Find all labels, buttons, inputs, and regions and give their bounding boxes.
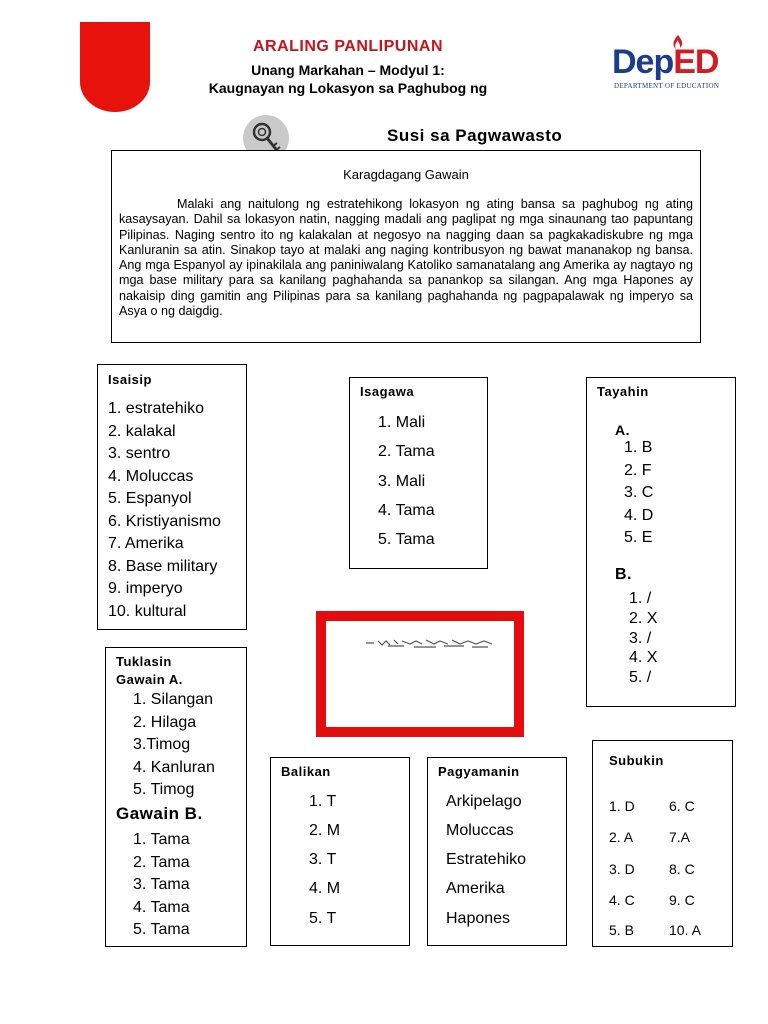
list-item: Moluccas [446, 822, 514, 839]
tayahin-title: Tayahin [597, 384, 649, 399]
red-frame-image [316, 611, 524, 737]
tuklasin-gawain-b: Gawain B. [116, 804, 203, 823]
list-item: Estratehiko [446, 851, 527, 868]
list-item: 8. Base military [108, 558, 218, 575]
blurred-text-mark [364, 635, 494, 649]
list-item: 5. E [624, 529, 653, 546]
list-item: Amerika [446, 880, 505, 897]
list-item: 5. Tama [378, 531, 435, 548]
list-item: 10. kultural [108, 603, 187, 620]
list-item: 5. Timog [133, 781, 195, 798]
subukin-box [592, 740, 733, 947]
list-item: 1. Mali [378, 414, 426, 431]
list-item: 8. C [669, 861, 695, 877]
list-item: 1. B [624, 439, 653, 456]
list-item: 5. B [609, 922, 634, 938]
list-item: 1. Silangan [133, 691, 214, 708]
list-item: 2. Hilaga [133, 714, 197, 731]
subtitle-line-3 [0, 98, 696, 106]
list-item: 3. sentro [108, 445, 171, 462]
pagyamanin-box [427, 757, 567, 946]
list-item: 4. X [629, 649, 658, 666]
list-item: 2. kalakal [108, 423, 176, 440]
tayahin-b-label: B. [615, 566, 632, 583]
list-item: 6. Kristiyanismo [108, 513, 221, 530]
subtitle-line-2: Kaugnayan ng Lokasyon sa Paghubog ng [208, 80, 488, 96]
list-item: 9. C [669, 892, 695, 908]
karagdagang-gawain-box [111, 150, 701, 343]
list-item: Hapones [446, 910, 511, 927]
list-item: 4. Moluccas [108, 468, 194, 485]
deped-wordmark-blue: Dep [612, 43, 674, 81]
list-item: 3. Mali [378, 473, 426, 490]
karagdagang-gawain-title: Karagdagang Gawain [343, 167, 469, 182]
tuklasin-title: Tuklasin [116, 654, 172, 669]
list-item: 3. D [609, 861, 635, 877]
list-item: 1. / [629, 590, 652, 607]
list-item: 3. Tama [133, 876, 190, 893]
list-item: 4. M [309, 880, 341, 897]
list-item: 1. Tama [133, 831, 190, 848]
list-item: 4. Tama [133, 899, 190, 916]
list-item: 1. T [309, 793, 337, 810]
list-item: 5. Espanyol [108, 490, 192, 507]
deped-subtext: DEPARTMENT OF EDUCATION [614, 82, 720, 90]
list-item: 2. A [609, 829, 634, 845]
list-item: 7.A [669, 829, 691, 845]
list-item: 2. X [629, 610, 658, 627]
tayahin-box [586, 377, 736, 707]
list-item: 4. Kanluran [133, 759, 215, 776]
subukin-title: Subukin [609, 753, 664, 768]
tayahin-a-label: A. [615, 422, 630, 438]
list-item: 5. Tama [133, 921, 190, 938]
list-item: 1. estratehiko [108, 400, 205, 417]
list-item: 6. C [669, 798, 695, 814]
isagawa-title: Isagawa [360, 384, 415, 399]
list-item: 3. / [629, 630, 652, 647]
karagdagang-gawain-text: Malaki ang naitulong ng estratehikong lokasyon ng ating bansa sa paghubog ng ating kasaysayan. Dahil sa lokasyon natin, nagging madali ang paglipat ng mga sinaunang tao papuntang Pilipinas. Naging sentro ito ng kalakalan at negosyo na nagging daan sa pagkakadiskubre ng mga Kanluranin sa atin. Sinakop tayo at malaki ang naging kontribusyon ng bawat mananakop ng bansa. Ang mga Espanyol ay ipinakilala ang paniniwalang Katoliko samanatalang ang Amerika ay nagtayo ng mga base military para sa kanilang paghahanda sa panankop sa silangan. Ang mga Hapones ay nakaisip ding gamitin ang Pilipinas para sa kanilang paghahanda ng pagpapalawak ng imperyo sa Asya o ng daigdig. [119, 197, 693, 319]
list-item: 7. Amerika [108, 535, 184, 552]
subtitle-line-1: Unang Markahan – Modyul 1: [251, 62, 445, 78]
isagawa-box [349, 377, 488, 569]
deped-wordmark [612, 44, 718, 80]
list-item: 5. T [309, 910, 337, 927]
tuklasin-gawain-a: Gawain A. [116, 672, 183, 687]
list-item: 9. imperyo [108, 580, 183, 597]
balikan-title: Balikan [281, 764, 331, 779]
deped-logo [612, 44, 732, 96]
deped-wordmark-red: ED [673, 43, 719, 81]
list-item: 10. A [669, 922, 701, 938]
list-item: 3. C [624, 484, 654, 501]
list-item: 4. D [624, 507, 654, 524]
list-item: 3.Timog [133, 736, 191, 753]
balikan-box [270, 757, 410, 946]
pagyamanin-title: Pagyamanin [438, 764, 520, 779]
answer-key-title: Susi sa Pagwawasto [387, 126, 563, 145]
list-item: 5. / [629, 669, 652, 686]
list-item: 1. D [609, 798, 635, 814]
isaisip-title: Isaisip [108, 372, 152, 387]
list-item: Arkipelago [446, 793, 522, 810]
tuklasin-box [105, 647, 247, 947]
list-item: 3. T [309, 851, 337, 868]
list-item: 2. F [624, 462, 652, 479]
list-item: 2. M [309, 822, 341, 839]
list-item: 2. Tama [133, 854, 190, 871]
isaisip-box [97, 364, 247, 630]
list-item: 2. Tama [378, 443, 435, 460]
page-title: ARALING PANLIPUNAN [252, 38, 444, 55]
list-item: 4. Tama [378, 502, 435, 519]
list-item: 4. C [609, 892, 635, 908]
